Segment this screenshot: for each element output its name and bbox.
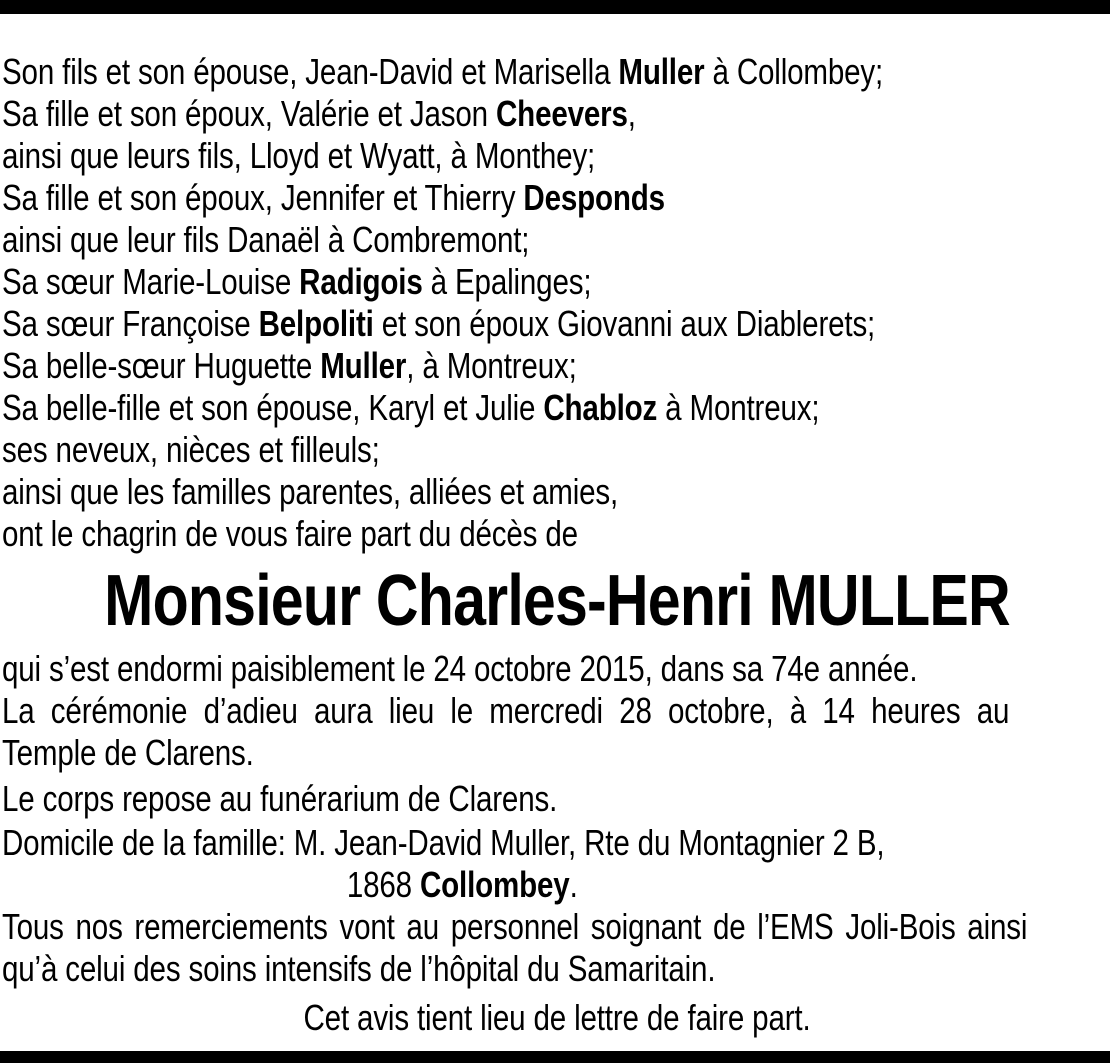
- family-name-bold: Muller: [320, 345, 407, 386]
- domicile-line: Domicile de la famille: M. Jean-David Muller, Rte du Montagnier 2 B,: [2, 822, 885, 863]
- city-name-bold: Collombey: [419, 864, 570, 905]
- family-line-text: Sa belle-sœur Huguette: [2, 345, 321, 386]
- family-name-bold: Belpoliti: [258, 303, 374, 344]
- ceremony-line-1: La cérémonie d’adieu aura lieu le mercredi 28 octobre, à 14 heures au: [2, 690, 1010, 731]
- notice-body: [2, 51, 1110, 1039]
- family-line-text: ainsi que les familles parentes, alliées et amies,: [2, 471, 619, 512]
- family-line-text: et son époux Giovanni aux Diablerets;: [373, 303, 876, 344]
- family-line-text: à Epalinges;: [422, 261, 592, 302]
- death-date-line: qui s’est endormi paisiblement le 24 octobre 2015, dans sa 74e année.: [2, 648, 918, 689]
- family-line: [2, 177, 1110, 219]
- family-line-text: ont le chagrin de vous faire part du décès de: [2, 513, 578, 554]
- family-line-text: , à Montreux;: [406, 345, 577, 386]
- postal-code: 1868: [346, 864, 420, 905]
- thanks-line-1: Tous nos remerciements vont au personnel soignant de l’EMS Joli-Bois ainsi: [2, 906, 1028, 947]
- domicile-city-line: [2, 864, 1110, 906]
- family-line: [2, 303, 1110, 345]
- family-line: [2, 261, 1110, 303]
- family-line: [2, 51, 1110, 93]
- family-line: [2, 471, 1110, 513]
- family-line: [2, 219, 1110, 261]
- details-block: [2, 648, 1110, 1039]
- family-line-text: Sa sœur Marie-Louise: [2, 261, 300, 302]
- family-name-bold: Muller: [618, 51, 705, 92]
- bottom-rule: [0, 1051, 1110, 1063]
- family-line-text: Sa belle-fille et son épouse, Karyl et Julie: [2, 387, 544, 428]
- ceremony-line-2: Temple de Clarens.: [2, 732, 254, 773]
- family-name-bold: Radigois: [299, 261, 423, 302]
- family-line-text: Son fils et son épouse, Jean-David et Marisella: [2, 51, 619, 92]
- family-name-bold: Chabloz: [543, 387, 658, 428]
- family-name-bold: Cheevers: [495, 93, 628, 134]
- city-period: .: [569, 864, 578, 905]
- family-line-text: à Collombey;: [704, 51, 884, 92]
- family-line: [2, 387, 1110, 429]
- family-line-text: ,: [627, 93, 636, 134]
- closing-line: Cet avis tient lieu de lettre de faire part.: [303, 997, 811, 1038]
- family-line-text: à Montreux;: [657, 387, 820, 428]
- deceased-name-heading: Monsieur Charles-Henri MULLER: [104, 561, 1010, 641]
- family-line: [2, 345, 1110, 387]
- family-line: [2, 513, 1110, 555]
- family-line: [2, 429, 1110, 471]
- family-line-text: Sa fille et son époux, Jennifer et Thierry: [2, 177, 524, 218]
- family-line-text: Sa sœur Françoise: [2, 303, 259, 344]
- top-rule: [0, 0, 1110, 14]
- thanks-line-2: qu’à celui des soins intensifs de l’hôpital du Samaritain.: [2, 948, 716, 989]
- family-line: [2, 135, 1110, 177]
- family-name-bold: Desponds: [523, 177, 665, 218]
- family-line-text: ainsi que leur fils Danaël à Combremont;: [2, 219, 530, 260]
- family-block: [2, 51, 1110, 555]
- repose-line: Le corps repose au funérarium de Clarens.: [2, 778, 558, 819]
- family-line-text: Sa fille et son époux, Valérie et Jason: [2, 93, 496, 134]
- family-line: [2, 93, 1110, 135]
- family-line-text: ainsi que leurs fils, Lloyd et Wyatt, à Monthey;: [2, 135, 596, 176]
- family-line-text: ses neveux, nièces et filleuls;: [2, 429, 380, 470]
